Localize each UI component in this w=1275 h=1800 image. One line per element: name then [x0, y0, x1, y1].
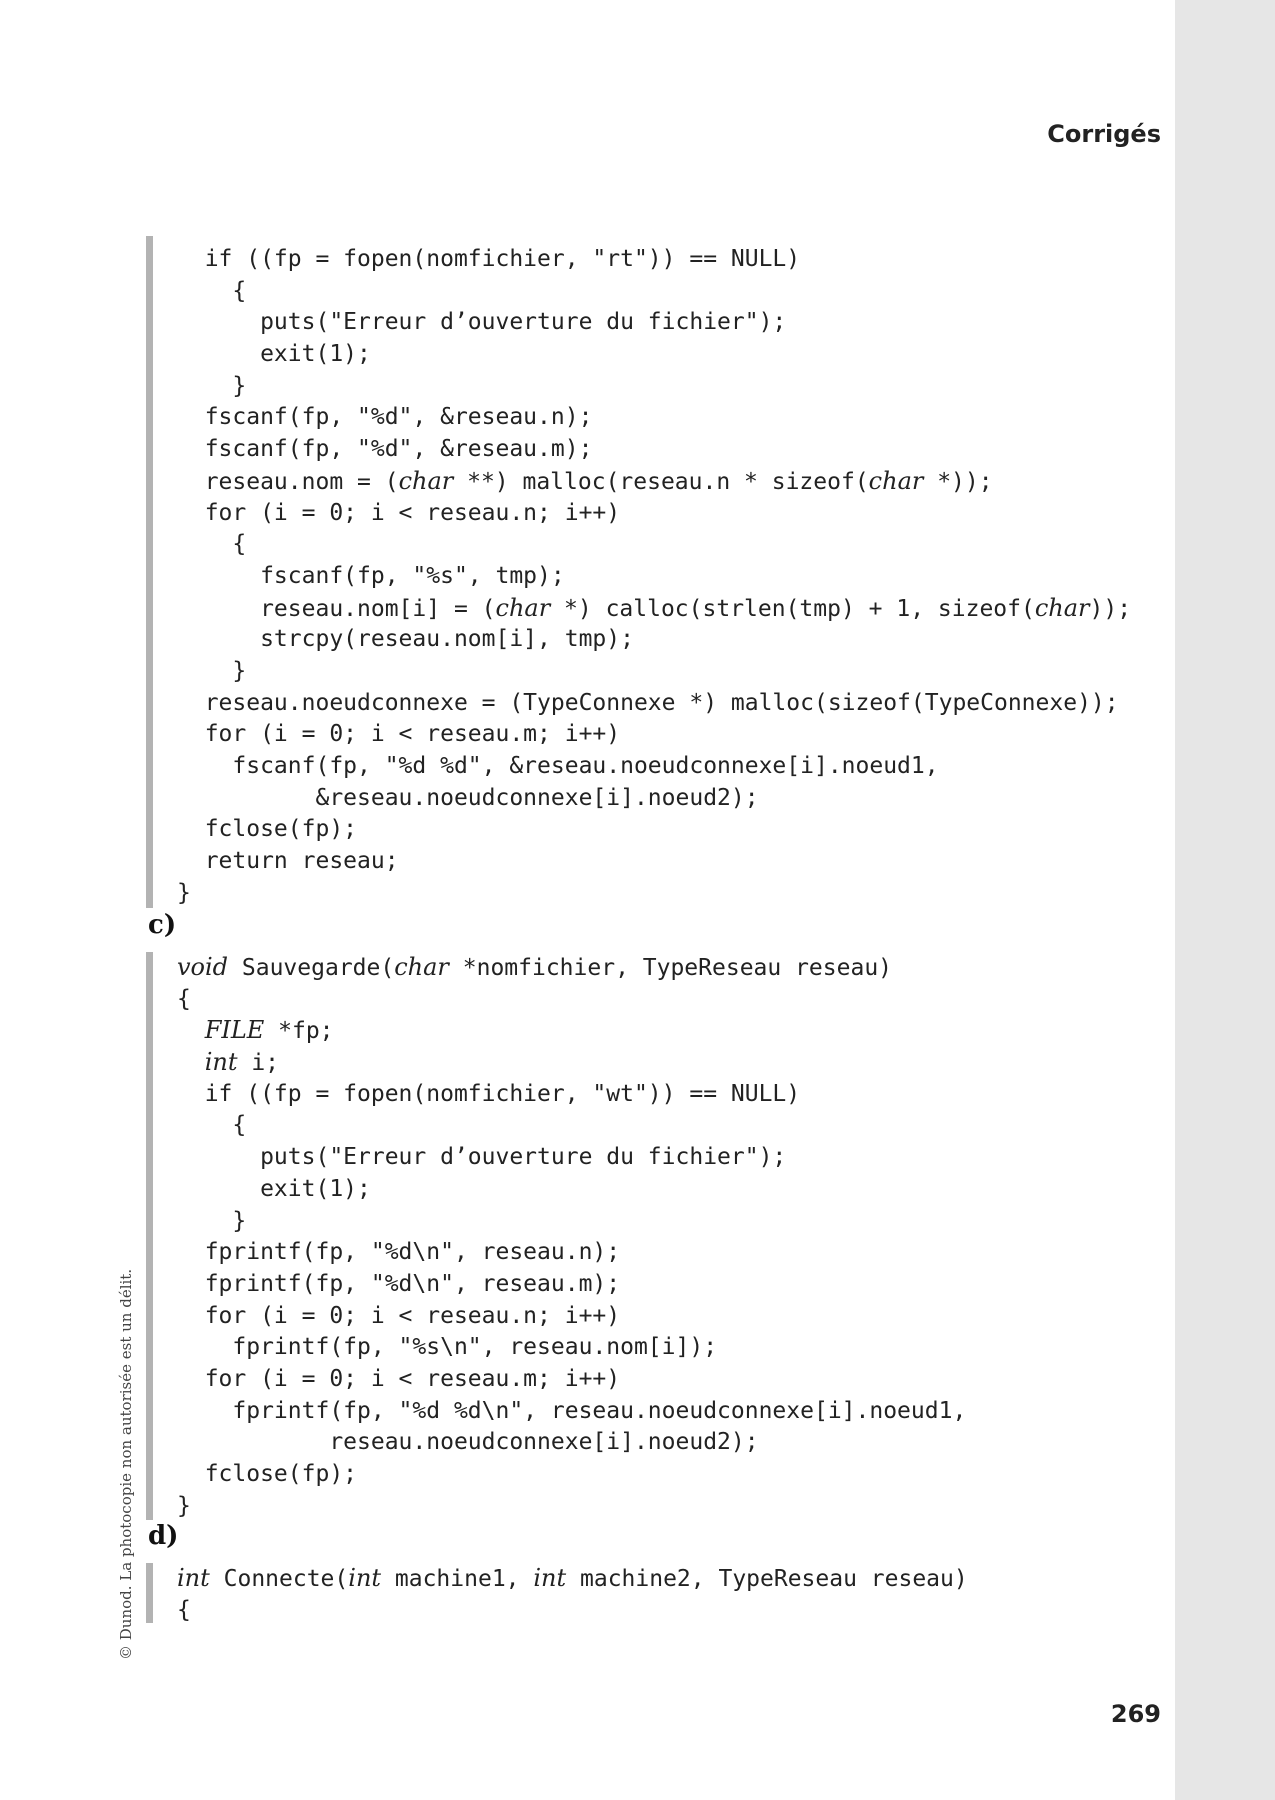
code-line: exit(1); [177, 1175, 371, 1202]
code-block-d [177, 1563, 968, 1626]
code-line: fprintf(fp, "%s\n", reseau.nom[i]); [177, 1334, 718, 1361]
code-line: void Sauvegarde(char *nomfichier, TypeReseau reseau) [177, 953, 893, 981]
page-number: 269 [1110, 1700, 1161, 1728]
code-line: return reseau; [177, 848, 399, 875]
code-line: if ((fp = fopen(nomfichier, "rt")) == NULL) [177, 246, 801, 272]
code-block-c [177, 952, 966, 1522]
section-label-d: d) [148, 1521, 179, 1551]
code-line: for (i = 0; i < reseau.n; i++) [177, 1302, 621, 1329]
code-line: if ((fp = fopen(nomfichier, "wt")) == NULL) [177, 1080, 801, 1107]
code-line: for (i = 0; i < reseau.m; i++) [177, 1365, 621, 1392]
code-bar-c [146, 952, 153, 1520]
code-line: reseau.noeudconnexe[i].noeud2); [177, 1429, 759, 1456]
code-line: exit(1); [177, 341, 371, 368]
code-line: reseau.nom[i] = (char *) calloc(strlen(tmp) + 1, sizeof(char)); [177, 593, 1132, 622]
code-line: int Connecte(int machine1, int machine2, TypeReseau reseau) [177, 1564, 968, 1592]
code-line: } [177, 879, 191, 906]
section-label-c: c) [148, 910, 177, 940]
code-line: puts("Erreur d’ouverture du fichier"); [177, 1144, 787, 1171]
code-line: } [177, 1492, 191, 1519]
code-line: { [177, 985, 191, 1012]
code-line: { [177, 277, 247, 304]
code-line: fclose(fp); [177, 816, 358, 843]
code-line: { [177, 1596, 191, 1623]
code-line: { [177, 1112, 247, 1139]
code-line: int i; [204, 1048, 280, 1077]
running-head: Corrigés [1047, 120, 1161, 148]
code-line: fclose(fp); [177, 1461, 358, 1487]
code-line: strcpy(reseau.nom[i], tmp); [177, 626, 634, 653]
code-line: for (i = 0; i < reseau.n; i++) [177, 499, 621, 526]
code-line: &reseau.noeudconnexe[i].noeud2); [177, 784, 759, 811]
code-line: FILE *fp; [204, 1016, 334, 1045]
code-line: fprintf(fp, "%d %d\n", reseau.noeudconnexe[i].noeud1, [177, 1397, 967, 1424]
code-line: } [177, 372, 247, 399]
code-line: } [177, 657, 247, 684]
code-line: puts("Erreur d’ouverture du fichier"); [177, 309, 787, 336]
code-bar-d [146, 1563, 153, 1623]
code-line: { [177, 531, 247, 558]
code-line: fscanf(fp, "%d", &reseau.n); [177, 404, 593, 431]
code-block-top [177, 244, 1131, 909]
code-line: for (i = 0; i < reseau.m; i++) [177, 721, 621, 748]
code-line: fscanf(fp, "%d %d", &reseau.noeudconnexe[i].noeud1, [177, 753, 939, 779]
code-line: fprintf(fp, "%d\n", reseau.n); [177, 1239, 621, 1266]
code-line: reseau.noeudconnexe = (TypeConnexe *) malloc(sizeof(TypeConnexe)); [177, 689, 1119, 716]
code-line: fscanf(fp, "%s", tmp); [177, 562, 565, 589]
code-line: reseau.nom = (char **) malloc(reseau.n * sizeof(char *)); [177, 466, 993, 495]
code-bar-top [146, 236, 153, 908]
code-line: } [177, 1207, 247, 1234]
margin-band [1175, 0, 1275, 1800]
code-line: fscanf(fp, "%d", &reseau.m); [177, 436, 593, 463]
code-line: fprintf(fp, "%d\n", reseau.m); [177, 1270, 621, 1297]
copyright-notice: © Dunod. La photocopie non autorisée est un délit. [117, 1268, 135, 1660]
